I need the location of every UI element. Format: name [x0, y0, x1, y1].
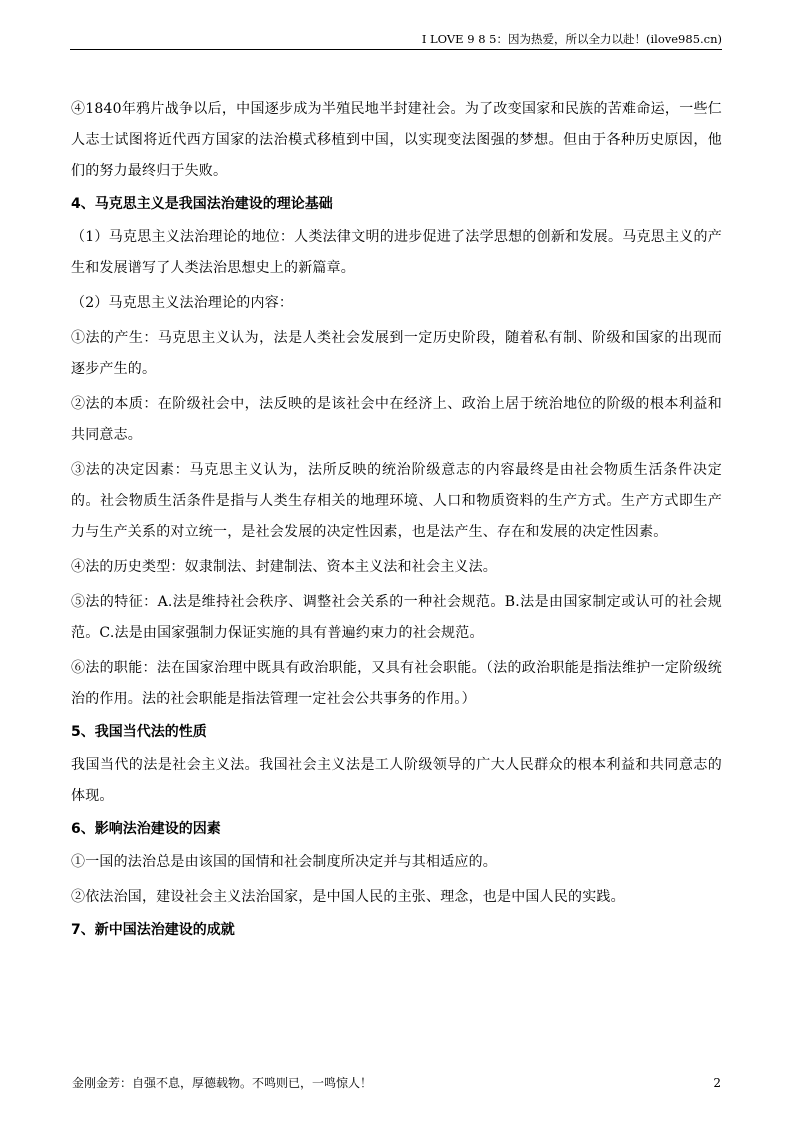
paragraph-law-essence: ②法的本质：在阶级社会中，法反映的是该社会中在经济上、政治上居于统治地位的阶级的根本利益和共同意志。 [71, 396, 722, 443]
paragraph-marxist-status: （1）马克思主义法治理论的地位：人类法律文明的进步促进了法学思想的创新和发展。马克思主义的产生和发展谱写了人类法治思想史上的新篇章。 [71, 229, 722, 276]
paragraph-law-functions: ⑥法的职能：法在国家治理中既具有政治职能，又具有社会职能。（法的政治职能是指法维护一定阶级统治的作用。法的社会职能是指法管理一定社会公共事务的作用。） [71, 660, 722, 707]
section-heading-5: 5、我国当代法的性质 [71, 724, 207, 740]
page-header [70, 31, 722, 50]
footer-motto: 金刚金芳：自强不息，厚德载物。不鸣则已，一鸣惊人！ [72, 1076, 373, 1090]
section-heading-7: 7、新中国法治建设的成就 [71, 922, 235, 938]
paragraph-law-types: ④法的历史类型：奴隶制法、封建制法、资本主义法和社会主义法。 [71, 559, 497, 575]
page-number: 2 [713, 1076, 721, 1090]
paragraph-law-features: ⑤法的特征：A.法是维持社会秩序、调整社会关系的一种社会规范。B.法是由国家制定或认可的社会规范。C.法是由国家强制力保证实施的具有普遍约束力的社会规范。 [71, 594, 722, 641]
header-text: I LOVE 9 8 5：因为热爱，所以全力以赴！(ilove985.cn) [421, 32, 722, 46]
section-heading-6: 6、影响法治建设的因素 [71, 821, 221, 837]
paragraph-factor-1: ①一国的法治总是由该国的国情和社会制度所决定并与其相适应的。 [71, 854, 497, 870]
document-body [71, 94, 722, 948]
paragraph-law-nature: 我国当代的法是社会主义法。我国社会主义法是工人阶级领导的广大人民群众的根本利益和共同意志的体现。 [71, 757, 722, 804]
paragraph-law-determinant: ③法的决定因素：马克思主义认为，法所反映的统治阶级意志的内容最终是由社会物质生活条件决定的。社会物质生活条件是指与人类生存相关的地理环境、人口和物质资料的生产方式。生产方式即生产力与生产关系的对立统一，是社会发展的决定性因素，也是法产生、存在和发展的决定性因素。 [71, 462, 722, 540]
section-heading-4: 4、马克思主义是我国法治建设的理论基础 [71, 196, 333, 212]
paragraph-marxist-content: （2）马克思主义法治理论的内容： [71, 295, 294, 311]
paragraph-1840-history: ④1840年鸦片战争以后，中国逐步成为半殖民地半封建社会。为了改变国家和民族的苦难命运，一些仁人志士试图将近代西方国家的法治模式移植到中国，以实现变法图强的梦想。但由于各种历史原因，他们的努力最终归于失败。 [71, 101, 722, 179]
paragraph-factor-2: ②依法治国，建设社会主义法治国家，是中国人民的主张、理念，也是中国人民的实践。 [71, 889, 625, 905]
paragraph-law-origin: ①法的产生：马克思主义认为，法是人类社会发展到一定历史阶段，随着私有制、阶级和国家的出现而逐步产生的。 [71, 330, 722, 377]
